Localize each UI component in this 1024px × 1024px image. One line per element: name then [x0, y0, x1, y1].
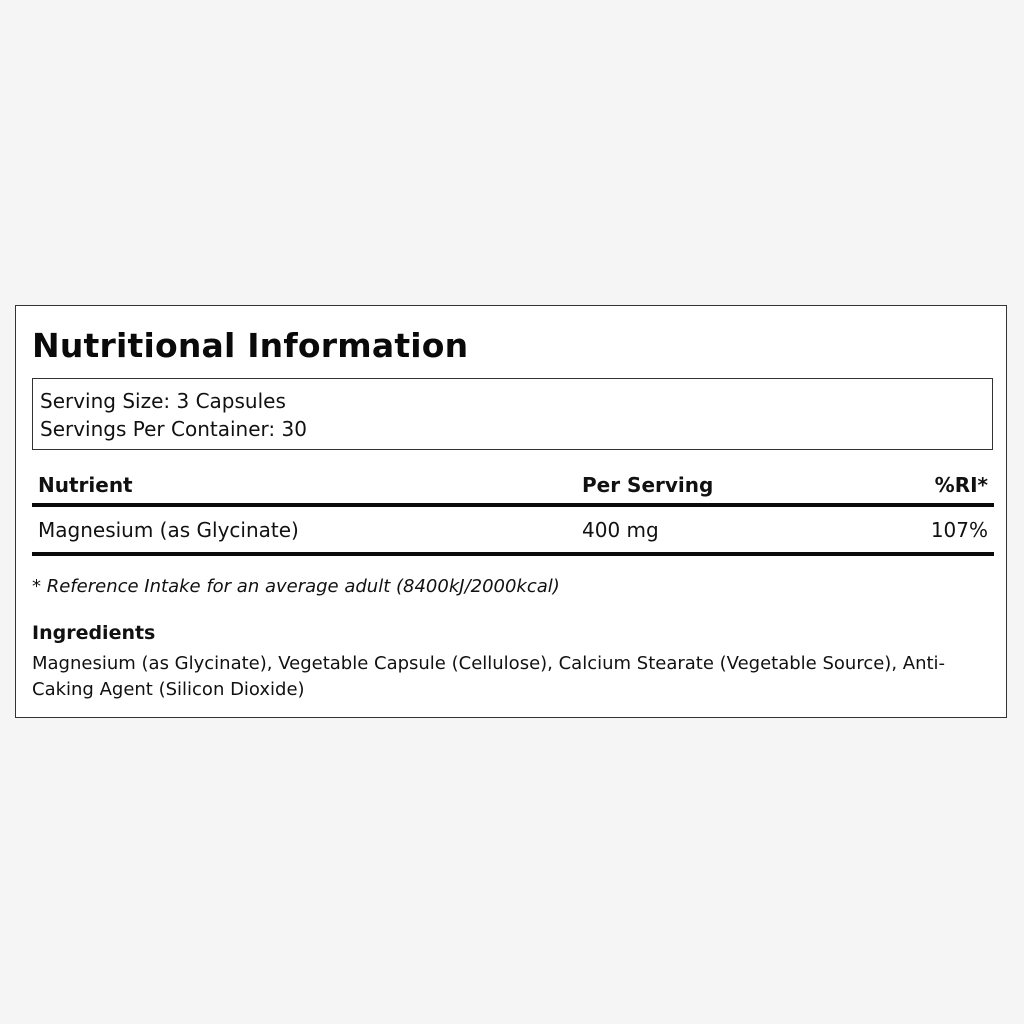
reference-intake-footnote: * Reference Intake for an average adult (8400kJ/2000kcal)	[32, 576, 560, 597]
panel-title: Nutritional Information	[32, 326, 469, 365]
nutrient-per-serving: 400 mg	[576, 505, 826, 554]
header-per-serving: Per Serving	[576, 466, 826, 505]
ingredients-heading: Ingredients	[32, 622, 156, 644]
ingredients-list: Magnesium (as Glycinate), Vegetable Capsule (Cellulose), Calcium Stearate (Vegetable Source), Anti-Caking Agent (Silicon Dioxide)	[32, 653, 946, 700]
header-ri: %RI*	[826, 466, 994, 505]
table-row	[32, 505, 994, 554]
servings-per-container: Servings Per Container: 30	[40, 417, 307, 441]
header-nutrient: Nutrient	[32, 466, 576, 505]
serving-size: Serving Size: 3 Capsules	[40, 389, 286, 413]
serving-info-box	[32, 378, 993, 450]
nutrient-table	[32, 466, 994, 556]
nutrient-ri: 107%	[826, 505, 994, 554]
nutrition-panel	[15, 305, 1007, 718]
table-header-row	[32, 466, 994, 505]
nutrient-name: Magnesium (as Glycinate)	[32, 505, 576, 554]
